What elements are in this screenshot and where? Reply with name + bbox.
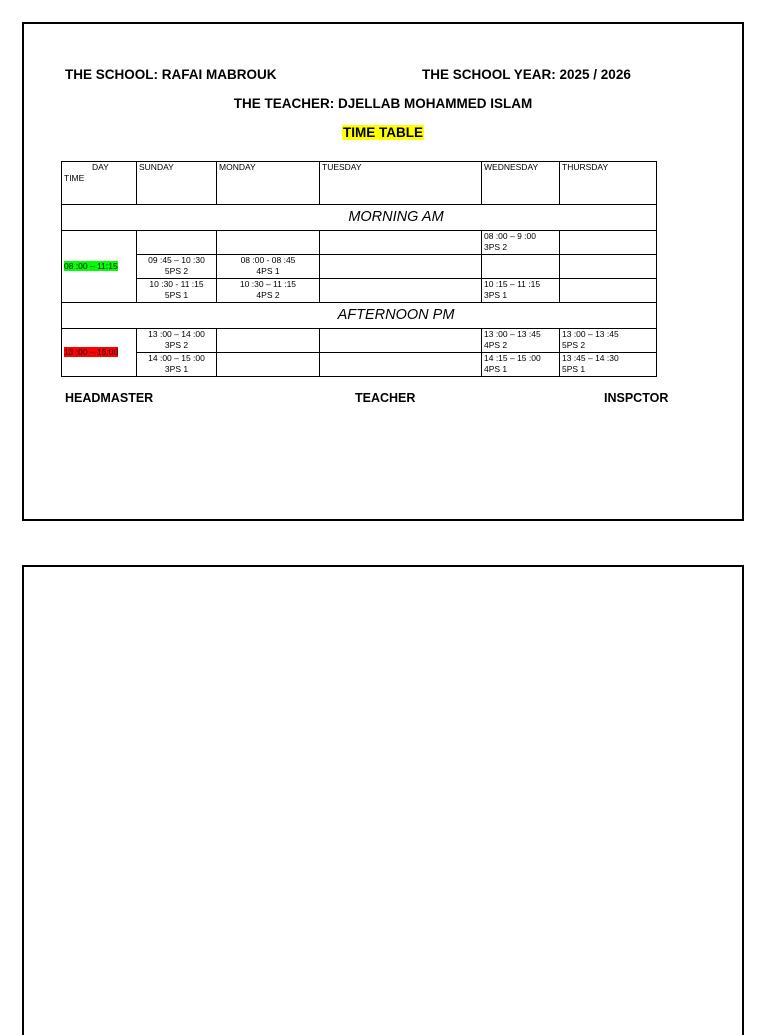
- slot-cell: [560, 279, 657, 303]
- slot-time: 13 :45 – 14 :30: [562, 353, 619, 363]
- slot-cell: [217, 255, 320, 279]
- corner-cell: [62, 162, 137, 205]
- slot-class: 4PS 1: [484, 364, 508, 374]
- slot-class: 3PS 2: [164, 340, 189, 350]
- day-header: WEDNESDAY: [482, 162, 560, 205]
- headmaster-signature-label: HEADMASTER: [65, 391, 154, 405]
- slot-time: 14 :00 – 15 :00: [148, 353, 205, 363]
- slot-cell: [217, 279, 320, 303]
- school-name: THE SCHOOL: RAFAI MABROUK: [65, 67, 277, 82]
- timetable: [61, 161, 657, 377]
- section-row: [62, 303, 657, 329]
- slot-cell: [137, 231, 217, 255]
- day-header: TUESDAY: [320, 162, 482, 205]
- slot-time: 08 :00 - 08 :45: [240, 255, 296, 265]
- slot-class: 3PS 1: [484, 290, 508, 300]
- slot-cell: [320, 279, 482, 303]
- school-year: THE SCHOOL YEAR: 2025 / 2026: [422, 67, 631, 82]
- table-header-row: [62, 162, 657, 205]
- slot-time: 10 :30 - 11 :15: [149, 279, 204, 289]
- section-row: [62, 205, 657, 231]
- day-header: MONDAY: [217, 162, 320, 205]
- slot-class: 5PS 2: [164, 266, 189, 276]
- slot-class: 4PS 2: [484, 340, 508, 350]
- afternoon-time-cell: [62, 329, 137, 377]
- inspector-signature-label: INSPCTOR: [604, 391, 669, 405]
- afternoon-section-label: [62, 303, 657, 329]
- slot-class: 5PS 1: [164, 290, 189, 300]
- slot-class: 5PS 1: [562, 364, 586, 374]
- slot-class: 5PS 2: [562, 340, 586, 350]
- slot-cell: [217, 231, 320, 255]
- corner-day-label: DAY: [92, 162, 109, 172]
- table-row: [62, 353, 657, 377]
- table-row: [62, 255, 657, 279]
- morning-label-text: MORNING AM: [348, 209, 444, 225]
- slot-cell: [320, 231, 482, 255]
- slot-cell: [560, 231, 657, 255]
- slot-time: 14 :15 – 15 :00: [484, 353, 541, 363]
- slot-class: 3PS 2: [484, 242, 508, 252]
- slot-cell: [482, 353, 560, 377]
- slot-cell: [217, 329, 320, 353]
- slot-cell: [137, 329, 217, 353]
- slot-time: 13 :00 – 14 :00: [148, 329, 205, 339]
- slot-cell: [482, 329, 560, 353]
- table-row: [62, 279, 657, 303]
- slot-cell: [137, 255, 217, 279]
- slot-class: 3PS 1: [164, 364, 189, 374]
- slot-time: 10 :30 – 11 :15: [239, 279, 297, 289]
- slot-time: 09 :45 – 10 :30: [148, 255, 205, 265]
- slot-cell: [482, 279, 560, 303]
- afternoon-time-range: 13 :00 – 15:00: [64, 347, 119, 357]
- day-header: THURSDAY: [560, 162, 657, 205]
- slot-cell: [137, 279, 217, 303]
- slot-time: 08 :00 – 9 :00: [484, 231, 536, 241]
- slot-cell: [482, 255, 560, 279]
- slot-cell: [560, 255, 657, 279]
- slot-cell: [320, 329, 482, 353]
- slot-time: 13 :00 – 13 :45: [562, 329, 619, 339]
- slot-class: 4PS 1: [256, 266, 280, 276]
- table-row: [62, 231, 657, 255]
- slot-cell: [560, 353, 657, 377]
- teacher-name: THE TEACHER: DJELLAB MOHAMMED ISLAM: [233, 96, 533, 111]
- afternoon-label-text: AFTERNOON PM: [337, 307, 455, 323]
- slot-cell: [482, 231, 560, 255]
- slot-time: 13 :00 – 13 :45: [484, 329, 541, 339]
- timetable-title: TIME TABLE: [343, 125, 423, 140]
- document-page-2: [22, 565, 744, 1035]
- title-container: [24, 125, 742, 140]
- document-page-1: [22, 22, 744, 521]
- slot-cell: [320, 353, 482, 377]
- slot-cell: [137, 353, 217, 377]
- slot-cell: [560, 329, 657, 353]
- day-header: SUNDAY: [137, 162, 217, 205]
- slot-cell: [217, 353, 320, 377]
- morning-time-range: 08 :00 – 11:15: [64, 261, 118, 271]
- morning-time-cell: [62, 231, 137, 303]
- teacher-signature-label: TEACHER: [355, 391, 416, 405]
- corner-time-label: TIME: [64, 173, 85, 183]
- slot-time: 10 :15 – 11 :15: [484, 279, 541, 289]
- slot-class: 4PS 2: [256, 290, 280, 300]
- morning-section-label: [62, 205, 657, 231]
- table-row: [62, 329, 657, 353]
- slot-cell: [320, 255, 482, 279]
